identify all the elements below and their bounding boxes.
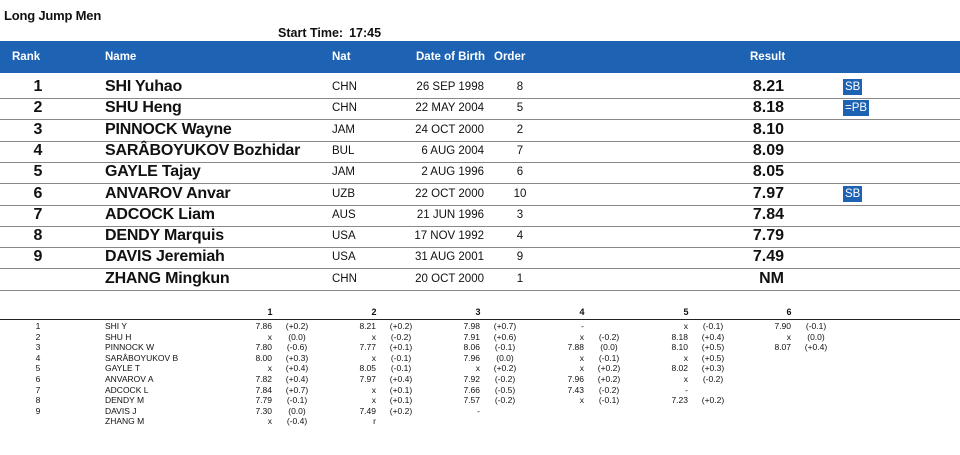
- series-rank: 6: [35, 374, 41, 384]
- attempt-mark: x: [683, 374, 688, 384]
- attempt-wind: (-0.1): [702, 321, 724, 331]
- athlete-order: 6: [516, 166, 524, 179]
- athlete-name: SHU Heng: [105, 99, 182, 117]
- series-name: GAYLE T: [105, 363, 141, 374]
- result-row: [0, 141, 960, 163]
- attempt-mark: 7.98: [463, 321, 480, 331]
- attempt-wind: (+0.2): [701, 395, 725, 406]
- attempt-wind: (0.0): [496, 352, 514, 363]
- attempt-wind: (-0.4): [286, 416, 308, 427]
- attempt-mark: x: [371, 331, 376, 342]
- attempt-wind: (0.0): [288, 405, 306, 416]
- series-row: [0, 395, 960, 406]
- record-badge: =PB: [845, 102, 868, 115]
- attempt-mark: 8.00: [255, 352, 272, 363]
- attempt-mark: x: [579, 331, 584, 342]
- attempt-mark: x: [579, 352, 584, 363]
- attempt-mark: 7.86: [255, 321, 272, 331]
- series-name: PINNOCK W: [105, 342, 155, 353]
- attempt-wind: (-0.2): [598, 331, 620, 342]
- round-number: 3: [475, 307, 481, 317]
- athlete-result: 8.09: [752, 141, 784, 159]
- result-rank: 9: [33, 248, 43, 266]
- result-row: [0, 184, 960, 206]
- attempt-wind: (+0.5): [701, 342, 725, 353]
- attempt-mark: 7.43: [567, 384, 584, 395]
- athlete-order: 5: [516, 102, 524, 115]
- series-row: [0, 406, 960, 417]
- attempt-mark: x: [475, 363, 480, 374]
- attempt-mark: 7.49: [359, 405, 376, 416]
- series-name: DENDY M: [105, 395, 145, 406]
- result-rank: 8: [33, 227, 43, 245]
- result-rank: 7: [33, 205, 43, 223]
- round-number: 2: [371, 307, 377, 317]
- attempt-wind: (-0.2): [494, 395, 516, 406]
- round-number: 4: [579, 307, 585, 317]
- attempt-mark: x: [267, 363, 272, 374]
- attempt-mark: 7.96: [463, 352, 480, 363]
- attempt-mark: x: [786, 331, 791, 342]
- attempt-mark: 7.66: [463, 384, 480, 395]
- athlete-dob: 24 OCT 2000: [415, 123, 484, 136]
- series-row: [0, 363, 960, 374]
- attempt-wind: (+0.5): [701, 352, 725, 363]
- athlete-dob: 6 AUG 2004: [421, 144, 484, 157]
- athlete-name: ZHANG Mingkun: [105, 269, 230, 287]
- athlete-nat: BUL: [332, 144, 355, 157]
- attempt-wind: (+0.2): [285, 321, 309, 331]
- event-title: Long Jump Men: [4, 8, 102, 23]
- series-rank: 7: [35, 384, 41, 395]
- athlete-result: 7.97: [752, 184, 784, 202]
- attempt-mark: x: [579, 363, 584, 374]
- athlete-nat: UZB: [332, 187, 355, 200]
- attempt-wind: (+0.1): [389, 384, 413, 395]
- series-row: [0, 385, 960, 396]
- header-rank: Rank: [12, 51, 41, 63]
- attempt-wind: (+0.2): [597, 363, 621, 374]
- series-name: SHU H: [105, 331, 132, 342]
- attempt-mark: 7.97: [359, 374, 376, 384]
- attempt-wind: (-0.1): [286, 395, 308, 406]
- attempt-mark: 7.82: [255, 374, 272, 384]
- start-time-label: Start Time:: [278, 26, 344, 40]
- attempt-mark: 7.80: [255, 342, 272, 353]
- start-time-value: 17:45: [349, 26, 382, 40]
- attempt-mark: 7.96: [567, 374, 584, 384]
- athlete-dob: 31 AUG 2001: [414, 251, 484, 264]
- results-header: [0, 41, 960, 73]
- attempt-mark: x: [579, 395, 584, 406]
- attempt-wind: (+0.2): [389, 321, 413, 331]
- attempt-wind: (-0.2): [702, 374, 724, 384]
- attempt-mark: x: [371, 352, 376, 363]
- athlete-name: SARÂBOYUKOV Bozhidar: [105, 141, 301, 159]
- attempt-mark: x: [267, 416, 272, 427]
- series-row: [0, 321, 960, 332]
- attempt-mark: 7.30: [255, 405, 272, 416]
- attempt-wind: (-0.1): [494, 342, 516, 353]
- series-rank: 8: [35, 395, 41, 406]
- series-name: SHI Y: [105, 321, 128, 331]
- series-name: SARÂBOYUKOV B: [105, 352, 179, 363]
- attempt-wind: (+0.7): [285, 384, 309, 395]
- attempt-wind: (-0.1): [390, 352, 412, 363]
- result-row: [0, 205, 960, 227]
- result-row: [0, 269, 960, 291]
- attempt-mark: -: [685, 384, 688, 395]
- attempt-mark: x: [267, 331, 272, 342]
- result-row: [0, 247, 960, 269]
- header-order: Order: [494, 51, 526, 63]
- series-row: [0, 374, 960, 385]
- attempt-mark: x: [683, 352, 688, 363]
- attempt-wind: (+0.4): [285, 374, 309, 384]
- athlete-name: DAVIS Jeremiah: [105, 248, 225, 266]
- athlete-name: SHI Yuhao: [105, 78, 183, 95]
- attempt-mark: 8.07: [774, 342, 791, 353]
- attempt-wind: (-0.1): [390, 363, 412, 374]
- attempt-mark: 7.57: [463, 395, 480, 406]
- attempt-wind: (+0.3): [701, 363, 725, 374]
- attempt-wind: (+0.4): [285, 363, 309, 374]
- athlete-nat: USA: [332, 230, 356, 243]
- result-rank: 6: [33, 184, 43, 202]
- attempt-mark: -: [581, 321, 584, 331]
- athlete-order: 10: [513, 187, 527, 200]
- attempt-wind: (+0.2): [597, 374, 621, 384]
- round-number: 1: [267, 307, 273, 317]
- attempt-mark: 7.23: [671, 395, 688, 406]
- series-divider: [0, 319, 960, 320]
- athlete-result: 7.49: [752, 248, 784, 266]
- athlete-dob: 20 OCT 2000: [415, 272, 484, 285]
- athlete-order: 9: [516, 251, 524, 264]
- round-number: 5: [683, 307, 689, 317]
- attempt-mark: 7.79: [255, 395, 272, 406]
- attempt-wind: (+0.1): [389, 342, 413, 353]
- attempt-wind: (-0.5): [494, 384, 516, 395]
- athlete-result: 8.21: [752, 78, 784, 95]
- athlete-result: NM: [759, 269, 784, 287]
- attempt-mark: 7.77: [359, 342, 376, 353]
- series-row: [0, 342, 960, 353]
- athlete-nat: CHN: [332, 272, 357, 285]
- attempt-wind: (-0.1): [805, 321, 827, 331]
- series-rank: 4: [35, 352, 41, 363]
- record-badge: SB: [845, 187, 861, 200]
- athlete-result: 7.79: [752, 227, 784, 245]
- attempt-wind: (0.0): [600, 342, 618, 353]
- result-rank: 3: [33, 120, 43, 138]
- attempt-wind: (-0.6): [286, 342, 308, 353]
- athlete-nat: CHN: [332, 102, 357, 115]
- athlete-dob: 22 MAY 2004: [415, 102, 484, 115]
- athlete-name: GAYLE Tajay: [105, 163, 201, 181]
- athlete-dob: 22 OCT 2000: [415, 187, 484, 200]
- attempt-wind: (+0.4): [804, 342, 828, 353]
- record-badge: SB: [845, 81, 861, 93]
- series-name: ANVAROV A: [105, 374, 154, 384]
- result-row: [0, 226, 960, 248]
- attempt-mark: 8.10: [671, 342, 688, 353]
- attempt-mark: 7.90: [774, 321, 791, 331]
- attempt-mark: 7.92: [463, 374, 480, 384]
- series-name: DAVIS J: [105, 405, 137, 416]
- attempt-mark: 8.05: [359, 363, 376, 374]
- attempt-wind: (-0.2): [598, 384, 620, 395]
- attempt-wind: (-0.2): [390, 331, 412, 342]
- header-nat: Nat: [332, 51, 351, 63]
- result-row: [0, 120, 960, 142]
- attempt-mark: 8.02: [671, 363, 688, 374]
- attempt-mark: 8.21: [359, 321, 376, 331]
- athlete-dob: 26 SEP 1998: [416, 81, 484, 93]
- athlete-order: 7: [516, 144, 524, 157]
- attempt-wind: (+0.3): [285, 352, 309, 363]
- result-row: [0, 98, 960, 120]
- athlete-nat: CHN: [332, 81, 357, 93]
- attempt-wind: (+0.1): [389, 395, 413, 406]
- result-rank: 2: [33, 99, 43, 117]
- athlete-order: 8: [516, 81, 524, 93]
- athlete-result: 8.05: [752, 163, 784, 181]
- attempt-wind: (+0.2): [389, 405, 413, 416]
- attempt-mark: 7.91: [463, 331, 480, 342]
- athlete-nat: JAM: [332, 166, 355, 179]
- attempt-wind: (0.0): [807, 331, 825, 342]
- attempt-mark: x: [371, 395, 376, 406]
- attempt-mark: 7.84: [255, 384, 272, 395]
- attempt-wind: (-0.1): [598, 395, 620, 406]
- athlete-nat: AUS: [332, 208, 356, 221]
- athlete-result: 7.84: [752, 205, 784, 223]
- round-numbers: [0, 307, 960, 319]
- athlete-result: 8.10: [752, 120, 784, 138]
- athlete-order: 2: [516, 123, 524, 136]
- series-row: [0, 416, 960, 427]
- athlete-result: 8.18: [752, 99, 784, 117]
- attempt-wind: (-0.2): [494, 374, 516, 384]
- header-name: Name: [105, 51, 137, 63]
- series-rank: 1: [35, 321, 41, 331]
- athlete-name: PINNOCK Wayne: [105, 120, 232, 138]
- attempt-wind: (+0.7): [493, 321, 517, 331]
- attempt-wind: (+0.2): [493, 363, 517, 374]
- series-rank: 5: [35, 363, 41, 374]
- series-rank: 9: [35, 405, 41, 416]
- attempt-wind: (-0.1): [598, 352, 620, 363]
- series-row: [0, 332, 960, 343]
- round-number: 6: [786, 307, 792, 317]
- result-row: [0, 162, 960, 184]
- attempt-mark: 8.18: [671, 331, 688, 342]
- series-name: ADCOCK L: [105, 384, 149, 395]
- header-dob: Date of Birth: [416, 51, 485, 63]
- athlete-order: 3: [516, 208, 524, 221]
- athlete-dob: 2 AUG 1996: [421, 166, 484, 179]
- series-row: [0, 353, 960, 364]
- athlete-order: 1: [516, 272, 524, 285]
- athlete-name: ANVAROV Anvar: [105, 184, 231, 202]
- result-rank: 4: [33, 141, 43, 159]
- athlete-name: DENDY Marquis: [105, 227, 224, 245]
- athlete-nat: JAM: [332, 123, 355, 136]
- result-rank: 1: [33, 78, 43, 95]
- series-name: ZHANG M: [105, 416, 145, 427]
- start-time: [278, 26, 381, 40]
- series-rank: 2: [35, 331, 41, 342]
- result-rank: 5: [33, 163, 43, 181]
- athlete-dob: 21 JUN 1996: [416, 208, 484, 221]
- header-result: Result: [750, 51, 786, 63]
- athlete-dob: 17 NOV 1992: [414, 230, 484, 243]
- attempt-wind: (0.0): [288, 331, 306, 342]
- series-rank: 3: [35, 342, 41, 353]
- attempt-mark: -: [477, 405, 480, 416]
- attempt-mark: r: [373, 416, 376, 427]
- attempt-mark: 8.06: [463, 342, 480, 353]
- attempt-wind: (+0.4): [701, 331, 725, 342]
- athlete-nat: USA: [332, 251, 356, 264]
- attempt-mark: x: [371, 384, 376, 395]
- attempt-mark: 7.88: [567, 342, 584, 353]
- attempt-mark: x: [683, 321, 688, 331]
- athlete-name: ADCOCK Liam: [105, 205, 215, 223]
- attempt-wind: (+0.6): [493, 331, 517, 342]
- result-row: [0, 77, 960, 99]
- athlete-order: 4: [516, 230, 524, 243]
- attempt-wind: (+0.4): [389, 374, 413, 384]
